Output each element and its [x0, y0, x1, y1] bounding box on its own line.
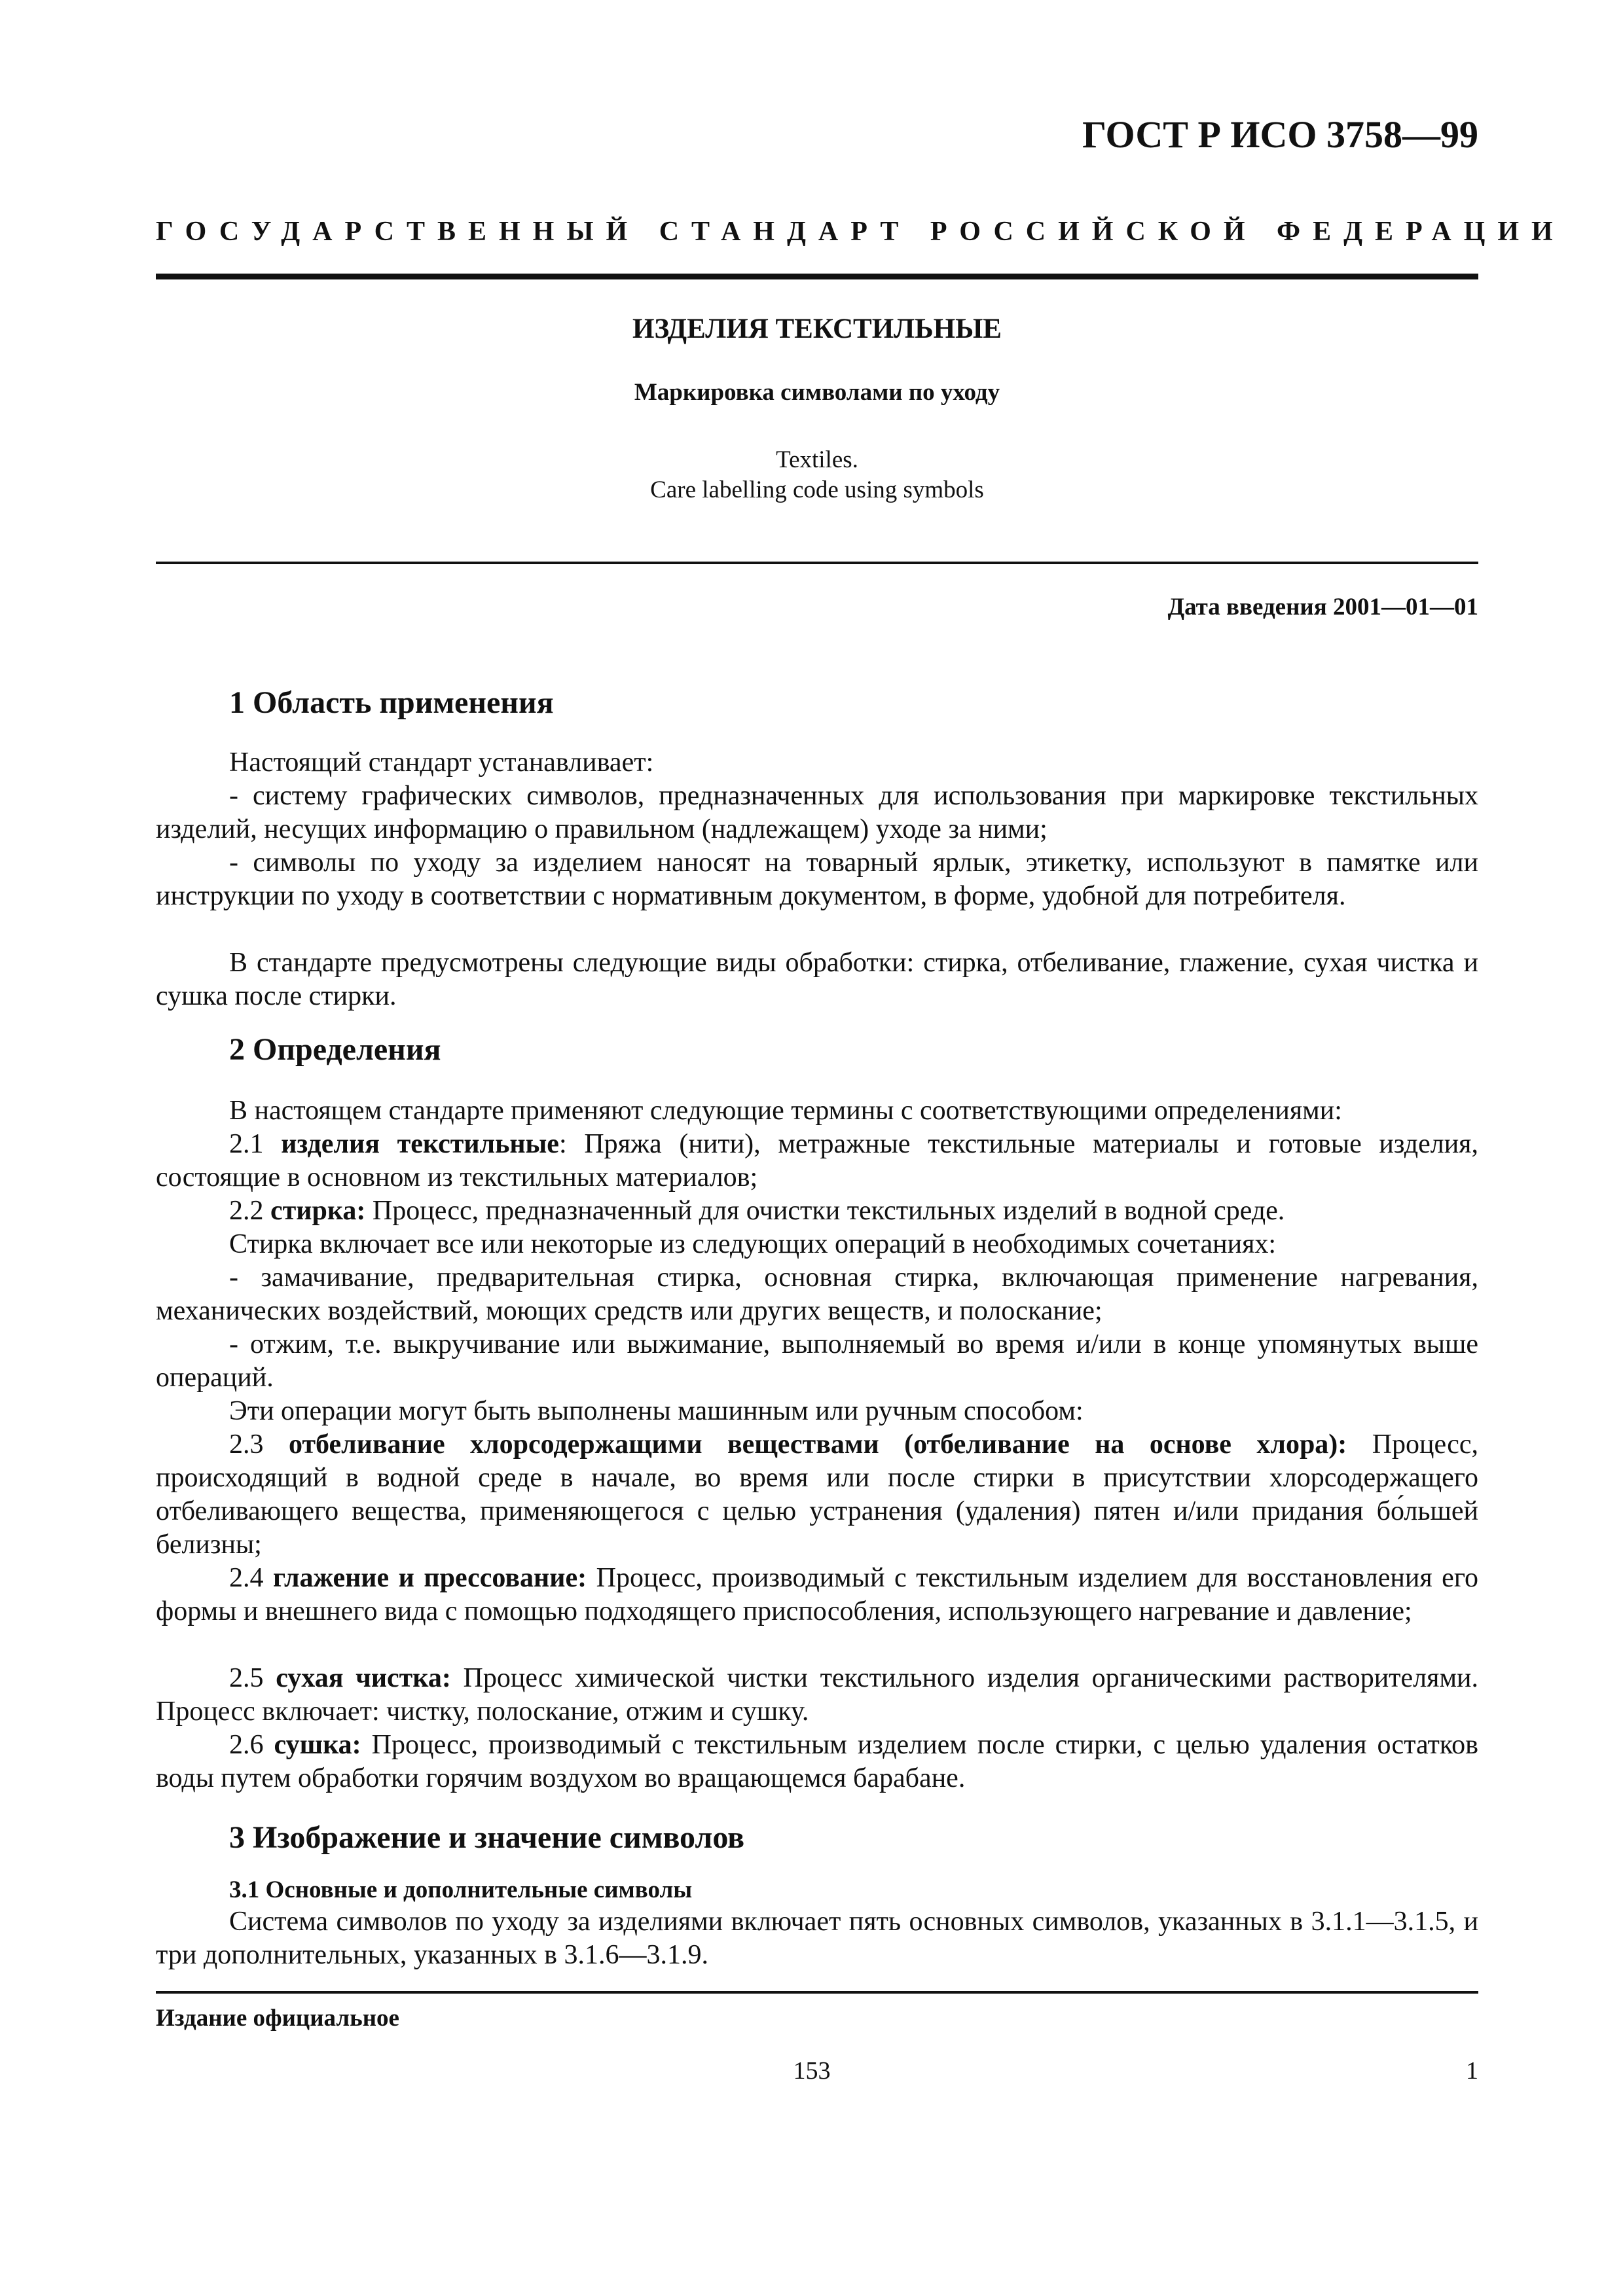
- english-title-line-2: Care labelling code using symbols: [650, 476, 984, 503]
- english-title: [156, 445, 1478, 505]
- definition-2-5: 2.5 сухая чистка: Процесс химической чистки текстильного изделия органическими растворителями. Процесс включает: чистку, полоскание, отжим и сушку.: [156, 1663, 1479, 1727]
- section-1-paragraph: В стандарте предусмотрены следующие виды обработки: стирка, отбеливание, глажение, сухая чистка и сушка после стирки.: [156, 948, 1478, 1011]
- section-2-paragraph: В настоящем стандарте применяют следующие термины с соответствующими определениями:: [229, 1096, 1342, 1126]
- section-3-heading: 3 Изображение и значение символов: [229, 1820, 745, 1855]
- definition-2-3: 2.3 отбеливание хлорсодержащими веществами (отбеливание на основе хлора): Процесс, происходящий в водной среде в начале, во время или после стирки в присутствии хлорсодержащего отбеливающего вещества, применяющегося с целью устранения (удаления) пятен и/или придания бо́льшей белизны;: [156, 1429, 1478, 1560]
- document-subtitle: Маркировка символами по уходу: [634, 379, 1000, 406]
- section-1-paragraph: - систему графических символов, предназначенных для использования при маркировке текстильных изделий, несущих информацию о правильном (надлежащем) уходе за ними;: [156, 781, 1478, 844]
- header-divider: [156, 274, 1478, 279]
- subsection-3-1-heading: 3.1 Основные и дополнительные символы: [229, 1876, 693, 1903]
- section-1-paragraph: - символы по уходу за изделием наносят на товарный ярлык, этикетку, используют в памятке или инструкции по уходу в соответствии с нормативным документом, в форме, удобной для потребителя.: [156, 848, 1478, 911]
- document-title: ИЗДЕЛИЯ ТЕКСТИЛЬНЫЕ: [632, 314, 1002, 344]
- definition-2-4: 2.4 глажение и прессование: Процесс, производимый с текстильным изделием для восстановления его формы и внешнего вида с помощью подходящего приспособления, использующего нагревание и давление;: [156, 1563, 1478, 1626]
- section-1-paragraph: Настоящий стандарт устанавливает:: [229, 747, 654, 778]
- introduction-date: Дата введения 2001—01—01: [1167, 594, 1478, 620]
- section-2-paragraph: - отжим, т.е. выкручивание или выжимание, выполняемый во время и/или в конце упомянутых выше операций.: [156, 1329, 1478, 1393]
- section-2-paragraph: Эти операции могут быть выполнены машинным или ручным способом:: [229, 1396, 1084, 1426]
- english-title-line-1: Textiles.: [776, 446, 858, 473]
- page-number-right: 1: [1466, 2057, 1478, 2085]
- section-2-paragraph: Стирка включает все или некоторые из следующих операций в необходимых сочетаниях:: [229, 1229, 1277, 1259]
- section-3-paragraph: Система символов по уходу за изделиями включает пять основных символов, указанных в 3.1.1—3.1.5, и три дополнительных, указанных в 3.1.6—3.1.9.: [156, 1907, 1478, 1970]
- section-2-paragraph: - замачивание, предварительная стирка, основная стирка, включающая применение нагревания, механических воздействий, моющих средств или других веществ, и полоскание;: [156, 1263, 1478, 1326]
- section-2-heading: 2 Определения: [229, 1032, 441, 1067]
- document-code: ГОСТ Р ИСО 3758—99: [1082, 113, 1478, 156]
- state-standard-banner: ГОСУДАРСТВЕННЫЙ СТАНДАРТ РОССИЙСКОЙ ФЕДЕРАЦИИ: [156, 217, 1565, 247]
- page-number-center: 153: [793, 2057, 831, 2085]
- definition-2-1: 2.1 изделия текстильные: Пряжа (нити), метражные текстильные материалы и готовые изделия, состоящие в основном из текстильных материалов;: [156, 1129, 1479, 1193]
- definition-2-6: 2.6 сушка: Процесс, производимый с текстильным изделием после стирки, с целью удаления остатков воды путем обработки горячим воздухом во вращающемся барабане.: [156, 1730, 1479, 1793]
- definition-2-2: 2.2 стирка: Процесс, предназначенный для очистки текстильных изделий в водной среде.: [229, 1196, 1285, 1226]
- footer-divider: [156, 1991, 1478, 1994]
- edition-label: Издание официальное: [156, 2005, 399, 2032]
- section-1-heading: 1 Область применения: [229, 685, 554, 720]
- title-divider: [156, 562, 1478, 564]
